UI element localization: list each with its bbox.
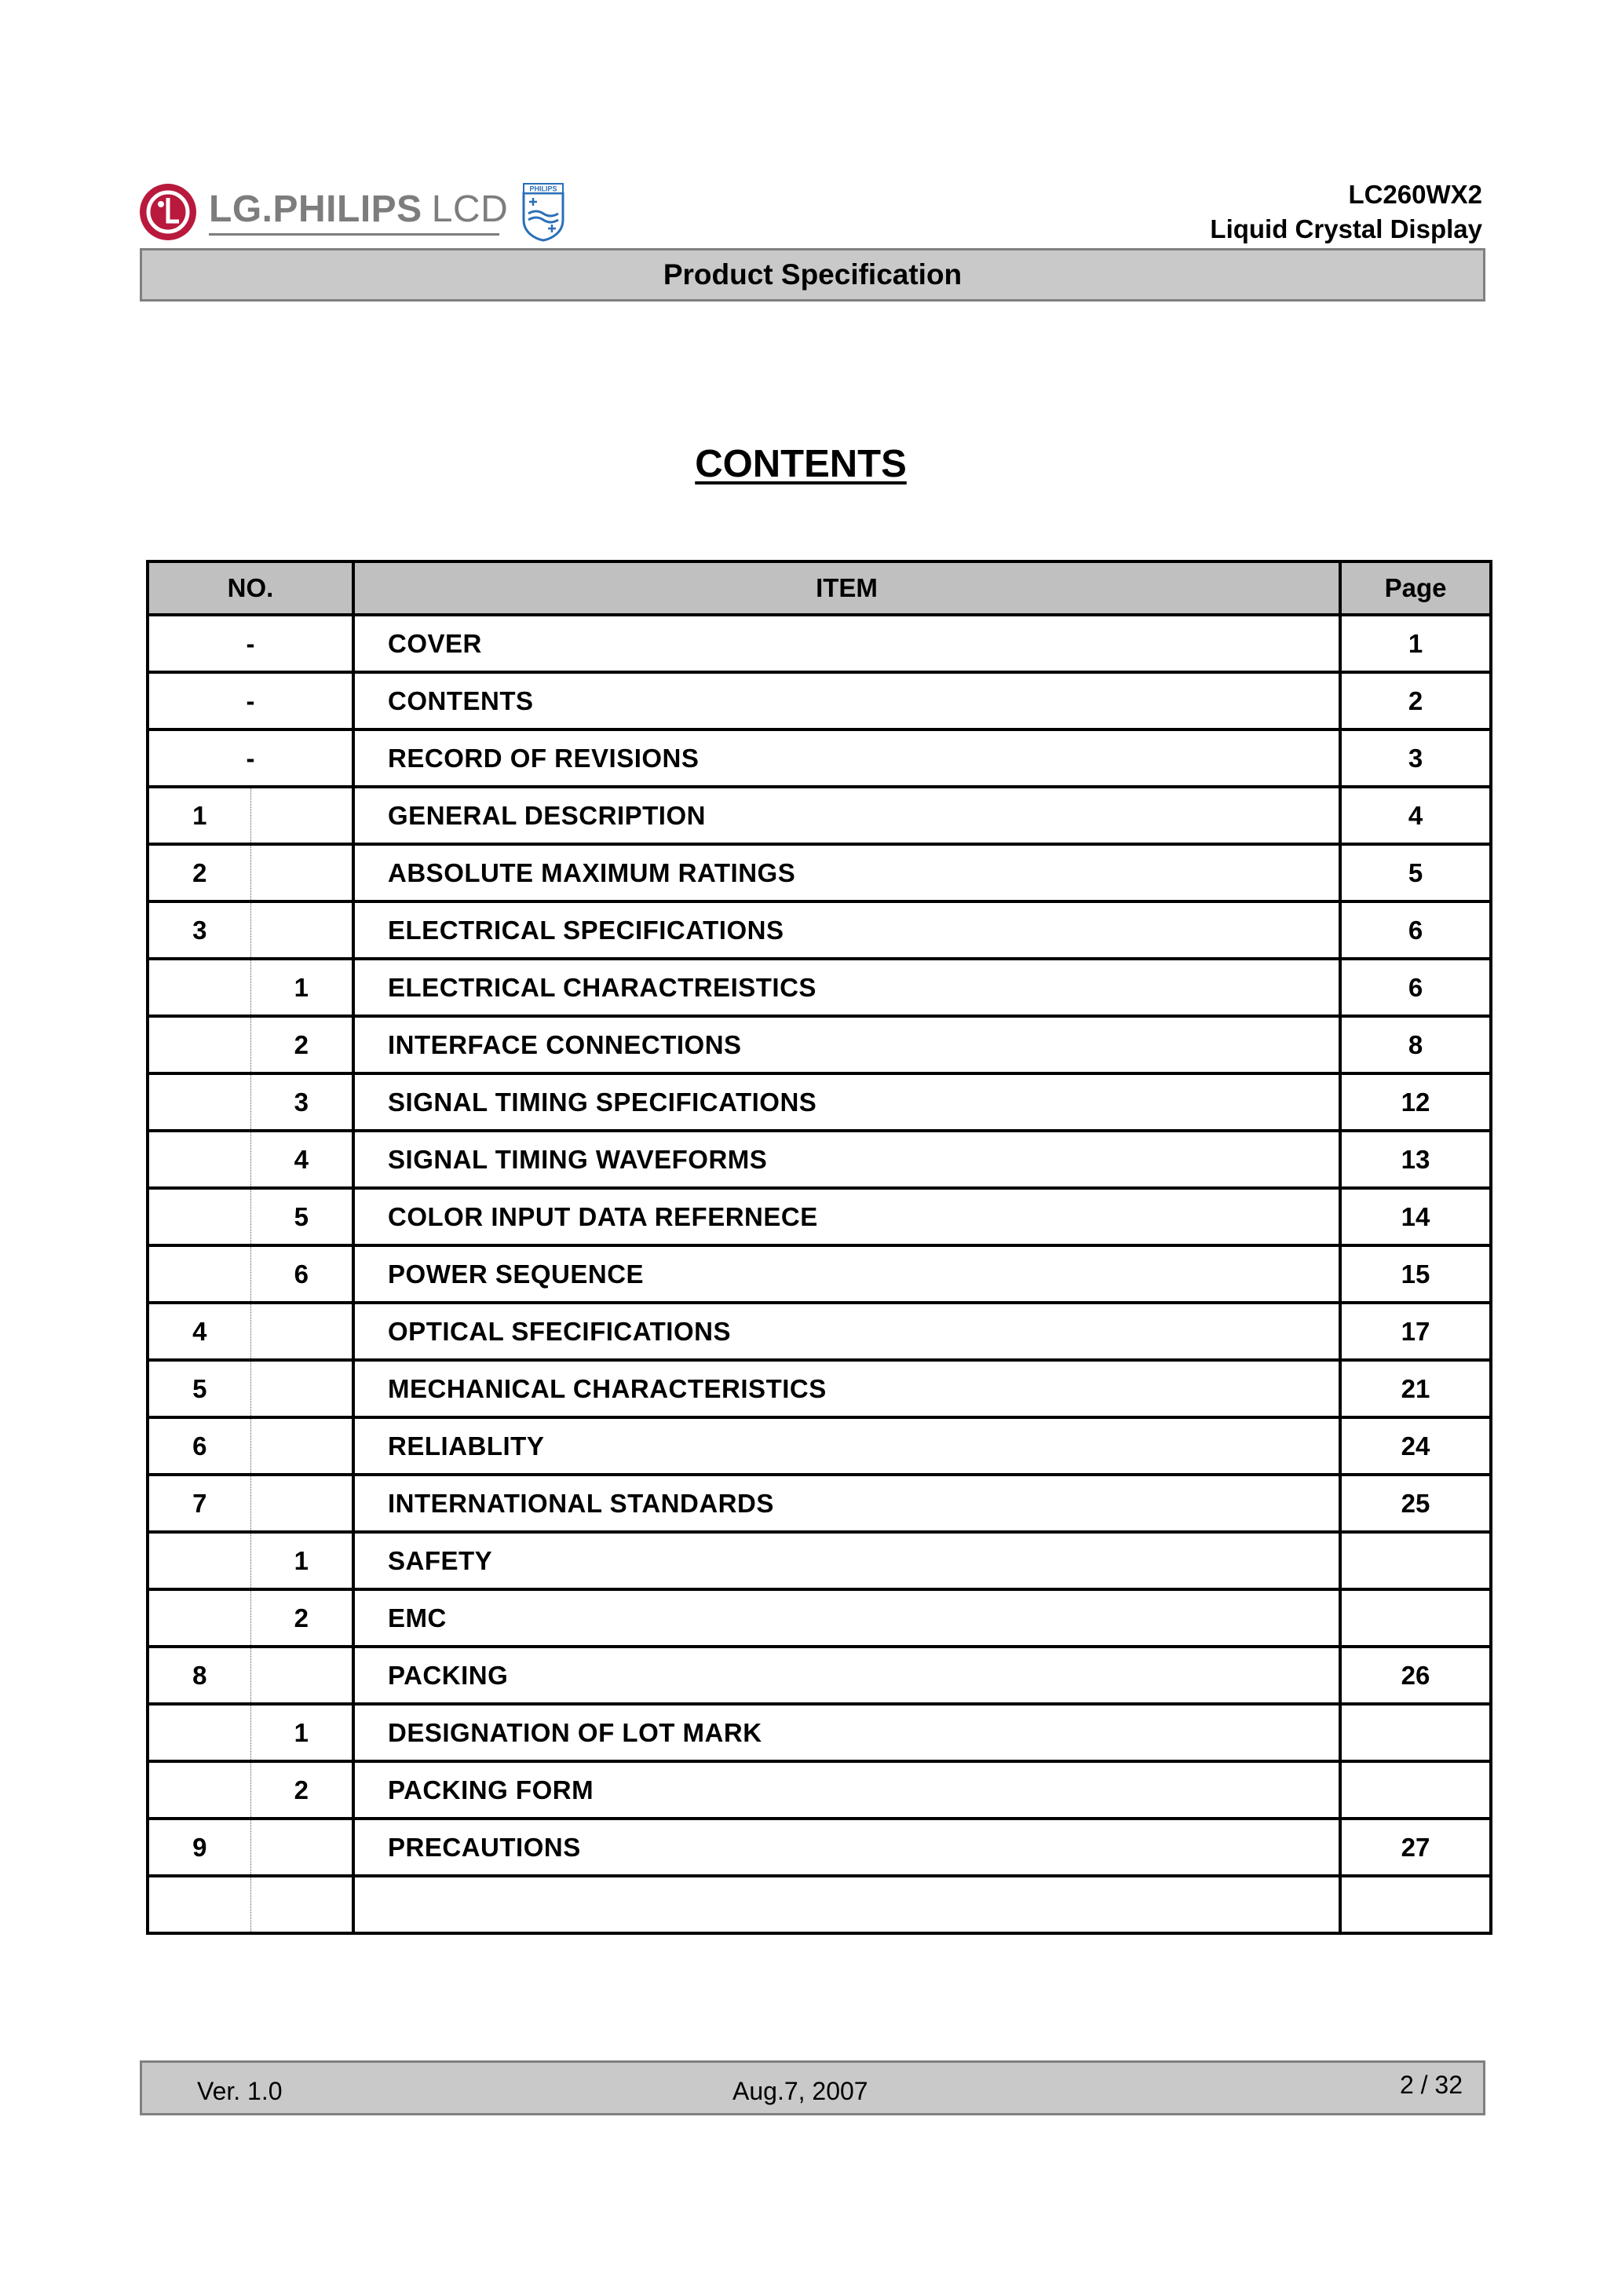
section-number <box>148 1876 250 1933</box>
item-page-number: 5 <box>1340 844 1491 901</box>
item-page-number: 24 <box>1340 1417 1491 1475</box>
item-title: POWER SEQUENCE <box>353 1245 1340 1303</box>
item-page-number: 2 <box>1340 672 1491 729</box>
subsection-number: 1 <box>250 1704 353 1761</box>
item-title: CONTENTS <box>353 672 1340 729</box>
item-page-number <box>1340 1704 1491 1761</box>
section-number <box>148 1073 250 1131</box>
table-row <box>148 1131 1491 1188</box>
philips-partner-label: PHILIPS <box>529 185 557 193</box>
subsection-number <box>250 1303 353 1360</box>
philips-shield-icon <box>521 182 566 242</box>
header-item: ITEM <box>353 561 1340 615</box>
section-number: 4 <box>148 1303 250 1360</box>
lg-wordmark <box>209 189 508 236</box>
section-number: 2 <box>148 844 250 901</box>
table-row <box>148 1188 1491 1245</box>
item-page-number: 21 <box>1340 1360 1491 1417</box>
table-row <box>148 1876 1491 1933</box>
item-title: EMC <box>353 1589 1340 1647</box>
item-page-number: 25 <box>1340 1475 1491 1532</box>
subsection-number: 4 <box>250 1131 353 1188</box>
table-row <box>148 787 1491 844</box>
item-page-number: 17 <box>1340 1303 1491 1360</box>
table-row <box>148 844 1491 901</box>
section-number: 9 <box>148 1819 250 1876</box>
item-title: OPTICAL SFECIFICATIONS <box>353 1303 1340 1360</box>
table-row <box>148 1303 1491 1360</box>
contents-table <box>146 560 1492 1935</box>
subsection-number: 3 <box>250 1073 353 1131</box>
subsection-number <box>250 1819 353 1876</box>
section-number <box>148 1245 250 1303</box>
table-row <box>148 1245 1491 1303</box>
subsection-number <box>250 844 353 901</box>
item-title: PRECAUTIONS <box>353 1819 1340 1876</box>
subsection-number <box>250 787 353 844</box>
table-row <box>148 1761 1491 1819</box>
section-number: 1 <box>148 787 250 844</box>
item-page-number: 8 <box>1340 1016 1491 1073</box>
item-title: RELIABLITY <box>353 1417 1340 1475</box>
item-page-number <box>1340 1589 1491 1647</box>
item-title: COVER <box>353 615 1340 672</box>
subsection-number: 1 <box>250 959 353 1016</box>
section-number: - <box>148 672 353 729</box>
section-number <box>148 1532 250 1589</box>
subsection-number: 5 <box>250 1188 353 1245</box>
table-row <box>148 959 1491 1016</box>
logo-brand-bold: LG.PHILIPS <box>209 188 422 230</box>
section-number: - <box>148 729 353 787</box>
table-row <box>148 1704 1491 1761</box>
item-title: INTERNATIONAL STANDARDS <box>353 1475 1340 1532</box>
table-row <box>148 1360 1491 1417</box>
item-page-number: 6 <box>1340 959 1491 1016</box>
section-number <box>148 959 250 1016</box>
section-number: 5 <box>148 1360 250 1417</box>
table-row <box>148 1589 1491 1647</box>
subsection-number: 2 <box>250 1589 353 1647</box>
item-page-number <box>1340 1761 1491 1819</box>
item-title: PACKING <box>353 1647 1340 1704</box>
item-page-number: 6 <box>1340 901 1491 959</box>
subsection-number <box>250 1876 353 1933</box>
table-row <box>148 1819 1491 1876</box>
subsection-number <box>250 1647 353 1704</box>
item-page-number: 12 <box>1340 1073 1491 1131</box>
section-number: - <box>148 615 353 672</box>
subsection-number <box>250 1360 353 1417</box>
item-page-number: 13 <box>1340 1131 1491 1188</box>
section-number <box>148 1761 250 1819</box>
section-number <box>148 1704 250 1761</box>
table-row <box>148 729 1491 787</box>
item-title <box>353 1876 1340 1933</box>
subsection-number <box>250 1417 353 1475</box>
footer-version: Ver. 1.0 <box>197 2077 283 2105</box>
spec-title-bar <box>140 248 1485 302</box>
table-header-row <box>148 561 1491 615</box>
item-title: PACKING FORM <box>353 1761 1340 1819</box>
section-number <box>148 1589 250 1647</box>
item-page-number: 15 <box>1340 1245 1491 1303</box>
table-row <box>148 901 1491 959</box>
subsection-number: 2 <box>250 1016 353 1073</box>
item-title: ELECTRICAL SPECIFICATIONS <box>353 901 1340 959</box>
footer-page-number: 2 / 32 <box>1399 2071 1463 2099</box>
item-page-number <box>1340 1532 1491 1589</box>
table-row <box>148 672 1491 729</box>
document-id <box>1210 177 1482 247</box>
item-title: SIGNAL TIMING WAVEFORMS <box>353 1131 1340 1188</box>
item-title: RECORD OF REVISIONS <box>353 729 1340 787</box>
item-title: ELECTRICAL CHARACTREISTICS <box>353 959 1340 1016</box>
page-footer <box>140 2060 1485 2115</box>
section-number: 7 <box>148 1475 250 1532</box>
product-type: Liquid Crystal Display <box>1210 214 1482 243</box>
item-page-number: 27 <box>1340 1819 1491 1876</box>
item-page-number <box>1340 1876 1491 1933</box>
logo-underline <box>209 233 499 236</box>
item-title: DESIGNATION OF LOT MARK <box>353 1704 1340 1761</box>
subsection-number: 1 <box>250 1532 353 1589</box>
item-title: GENERAL DESCRIPTION <box>353 787 1340 844</box>
model-number: LC260WX2 <box>1348 180 1482 209</box>
subsection-number <box>250 901 353 959</box>
subsection-number: 6 <box>250 1245 353 1303</box>
section-number <box>148 1131 250 1188</box>
item-title: INTERFACE CONNECTIONS <box>353 1016 1340 1073</box>
page-title: CONTENTS <box>695 443 907 485</box>
lg-face-icon <box>140 184 196 240</box>
item-page-number: 1 <box>1340 615 1491 672</box>
table-row <box>148 1475 1491 1532</box>
header-no: NO. <box>148 561 353 615</box>
section-number: 3 <box>148 901 250 959</box>
item-page-number: 4 <box>1340 787 1491 844</box>
item-page-number: 3 <box>1340 729 1491 787</box>
section-number: 8 <box>148 1647 250 1704</box>
logo-brand-light: LCD <box>431 188 509 230</box>
footer-date: Aug.7, 2007 <box>732 2077 868 2105</box>
item-page-number: 14 <box>1340 1188 1491 1245</box>
spec-title: Product Specification <box>663 258 963 291</box>
subsection-number: 2 <box>250 1761 353 1819</box>
table-row <box>148 1016 1491 1073</box>
lg-philips-logo <box>140 179 566 245</box>
item-title: MECHANICAL CHARACTERISTICS <box>353 1360 1340 1417</box>
subsection-number <box>250 1475 353 1532</box>
item-page-number: 26 <box>1340 1647 1491 1704</box>
item-title: SIGNAL TIMING SPECIFICATIONS <box>353 1073 1340 1131</box>
item-title: ABSOLUTE MAXIMUM RATINGS <box>353 844 1340 901</box>
table-row <box>148 615 1491 672</box>
header-page: Page <box>1340 561 1491 615</box>
section-number <box>148 1016 250 1073</box>
section-number <box>148 1188 250 1245</box>
section-number: 6 <box>148 1417 250 1475</box>
item-title: COLOR INPUT DATA REFERNECE <box>353 1188 1340 1245</box>
table-row <box>148 1417 1491 1475</box>
table-row <box>148 1073 1491 1131</box>
contents-table-body <box>148 615 1491 1933</box>
item-title: SAFETY <box>353 1532 1340 1589</box>
table-row <box>148 1647 1491 1704</box>
table-row <box>148 1532 1491 1589</box>
